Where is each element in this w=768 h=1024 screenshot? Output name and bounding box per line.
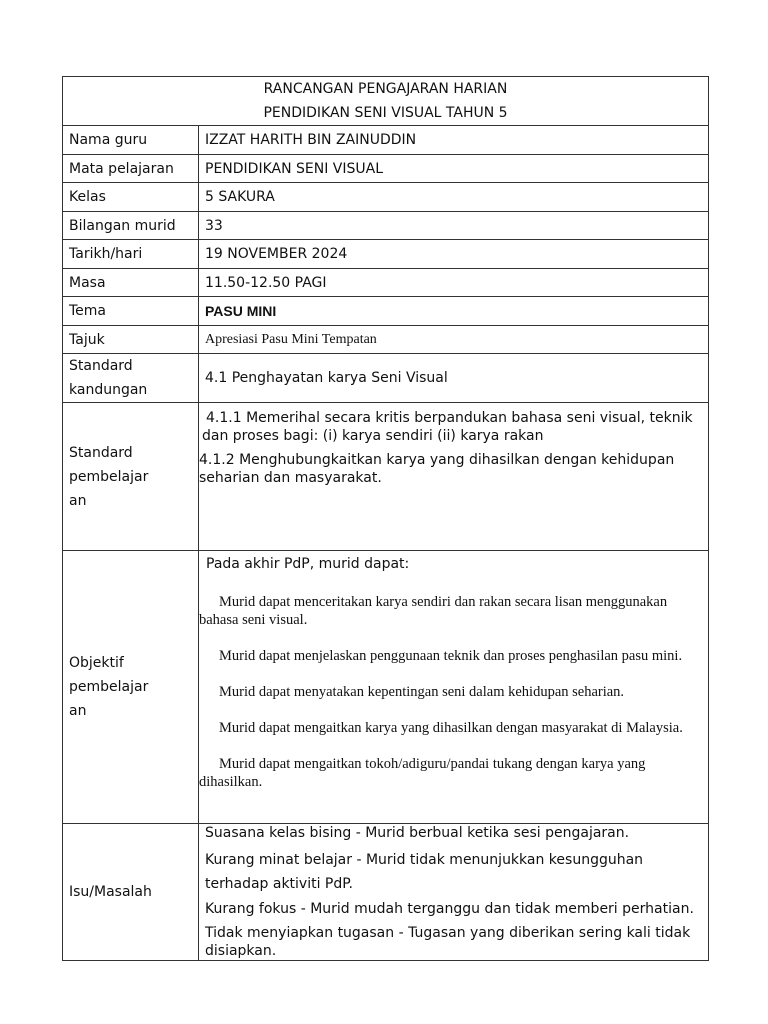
table-row [63,326,709,354]
label-tema: Tema [63,297,199,326]
value-tema: PASU MINI [199,297,709,326]
isu-item: Tidak menyiapkan tugasan - Tugasan yang diberikan sering kali tidak disiapkan. [205,925,691,959]
objektif-item: Murid dapat menceritakan karya sendiri dan rakan secara lisan menggunakan bahasa seni visual. [199,594,668,628]
header-subtitle: PENDIDIKAN SENI VISUAL TAHUN 5 [263,105,508,121]
label-mata-pelajaran: Mata pelajaran [63,155,199,183]
value-kelas: 5 SAKURA [199,183,709,212]
table-row [63,183,709,212]
label-line: Objektif [69,655,124,671]
value-bilangan-murid: 33 [199,212,709,240]
table-row [63,354,709,403]
value-standard-pembelajaran [199,403,709,551]
label-tarikh: Tarikh/hari [63,240,199,269]
label-line: pembelajar [69,468,149,485]
label-nama-guru: Nama guru [63,126,199,155]
value-masa: 11.50-12.50 PAGI [199,269,709,297]
table-header [63,77,709,126]
value-isu [199,824,709,961]
objektif-item: Murid dapat menjelaskan penggunaan teknik dan proses penghasilan pasu mini. [219,648,683,664]
table-row [63,212,709,240]
table-row [63,240,709,269]
label-objektif [63,551,199,824]
table-row [63,824,709,961]
value-tajuk: Apresiasi Pasu Mini Tempatan [199,326,709,354]
objektif-item: Murid dapat menyatakan kepentingan seni dalam kehidupan seharian. [219,684,625,700]
table-row [63,269,709,297]
isu-item: Kurang minat belajar - Murid tidak menunjukkan kesungguhan terhadap aktiviti PdP. [205,852,644,892]
label-kelas: Kelas [63,183,199,212]
label-bilangan-murid: Bilangan murid [63,212,199,240]
objektif-intro: Pada akhir PdP, murid dapat: [206,556,410,572]
label-line: an [69,492,87,509]
table-row [63,403,709,551]
lesson-plan-table [62,76,709,961]
label-masa: Masa [63,269,199,297]
label-line: kandungan [69,382,148,398]
value-objektif [199,551,709,824]
objektif-item: Murid dapat mengaitkan tokoh/adiguru/pandai tukang dengan karya yang dihasilkan. [199,756,646,790]
label-line: an [69,703,87,719]
label-standard-kandungan [63,354,199,403]
value-standard-kandungan: 4.1 Penghayatan karya Seni Visual [199,354,709,403]
header-title: RANCANGAN PENGAJARAN HARIAN [263,81,508,97]
label-line: Standard [69,444,133,461]
standard-item: 4.1.1 Memerihal secara kritis berpandukan bahasa seni visual, teknik dan proses bagi: (i) karya sendiri (ii) karya rakan [202,410,693,444]
isu-item: Suasana kelas bising - Murid berbual ketika sesi pengajaran. [205,825,630,841]
label-tajuk: Tajuk [63,326,199,354]
isu-item: Kurang fokus - Murid mudah terganggu dan tidak memberi perhatian. [205,901,694,917]
table-row [63,551,709,824]
table-row [63,297,709,326]
standard-item: 4.1.2 Menghubungkaitkan karya yang dihasilkan dengan kehidupan seharian dan masyarakat. [199,452,675,486]
label-standard-pembelajaran [63,403,199,551]
value-mata-pelajaran: PENDIDIKAN SENI VISUAL [199,155,709,183]
objektif-item: Murid dapat mengaitkan karya yang dihasilkan dengan masyarakat di Malaysia. [219,720,683,736]
header-row [63,77,709,126]
label-line: Standard [69,358,133,374]
value-tarikh: 19 NOVEMBER 2024 [199,240,709,269]
table-row [63,155,709,183]
value-nama-guru: IZZAT HARITH BIN ZAINUDDIN [199,126,709,155]
label-line: pembelajar [69,679,149,695]
label-isu: Isu/Masalah [63,824,199,961]
table-row [63,126,709,155]
